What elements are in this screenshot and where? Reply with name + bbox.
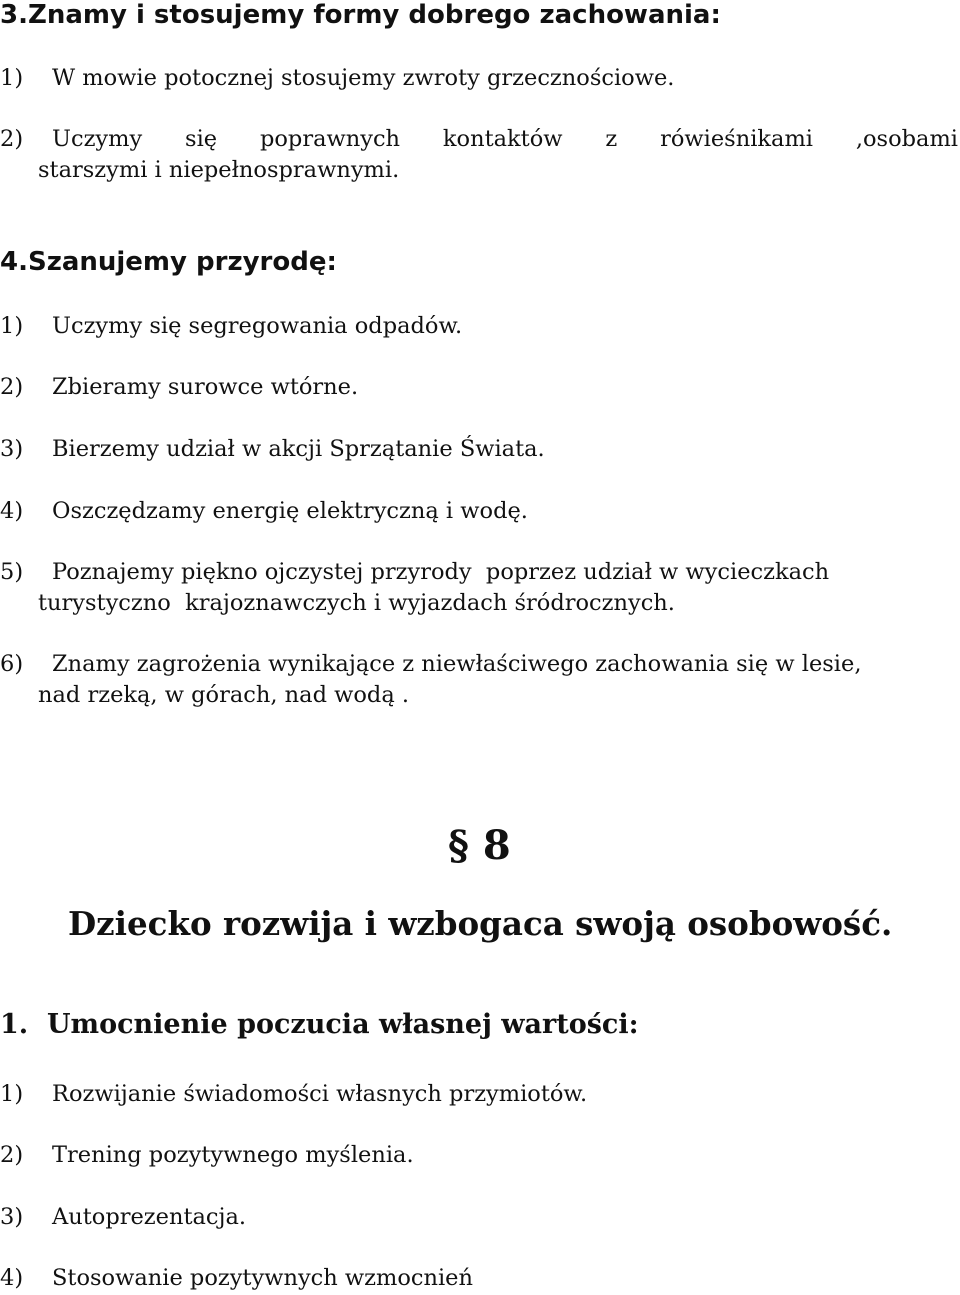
paragraph-title: Dziecko rozwija i wzbogaca swoją osobowość. xyxy=(68,904,893,943)
item-number: 2) xyxy=(0,126,24,152)
item-text: Rozwijanie świadomości własnych przymiotów. xyxy=(52,1081,588,1107)
section-3-heading: 3.Znamy i stosujemy formy dobrego zachowania: xyxy=(0,0,721,30)
item-number: 4) xyxy=(0,498,24,524)
item-number: 3) xyxy=(0,1204,24,1230)
paragraph-mark: § 8 xyxy=(448,822,511,869)
item-text: Uczymy się segregowania odpadów. xyxy=(52,313,463,339)
word: rówieśnikami xyxy=(660,126,813,152)
item-number: 2) xyxy=(0,374,24,400)
item-number: 1) xyxy=(0,313,24,339)
word: Uczymy xyxy=(52,126,143,152)
item-number: 4) xyxy=(0,1265,24,1291)
section-4-item-5 xyxy=(0,557,958,619)
item-text-continuation: turystyczno krajoznawczych i wyjazdach śródrocznych. xyxy=(38,590,675,616)
word: z xyxy=(605,126,618,152)
item-text-justified xyxy=(0,124,958,155)
item-text: Stosowanie pozytywnych wzmocnień xyxy=(52,1265,473,1291)
word: się xyxy=(185,126,218,152)
item-text: Poznajemy piękno ojczystej przyrody poprzez udział w wycieczkach xyxy=(52,559,830,585)
item-text: Trening pozytywnego myślenia. xyxy=(52,1142,414,1168)
section-4-item-4 xyxy=(0,496,958,527)
item-text: Zbieramy surowce wtórne. xyxy=(52,374,359,400)
item-text-continuation: starszymi i niepełnosprawnymi. xyxy=(38,157,400,183)
item-text: Bierzemy udział w akcji Sprzątanie Świata. xyxy=(52,436,545,462)
item-number: 2) xyxy=(0,1142,24,1168)
section-3-item-1 xyxy=(0,63,958,94)
word: kontaktów xyxy=(442,126,563,152)
word: poprawnych xyxy=(259,126,401,152)
section-4-item-6 xyxy=(0,649,958,711)
section-4-item-3 xyxy=(0,434,958,465)
item-number: 6) xyxy=(0,651,24,677)
item-number: 3) xyxy=(0,436,24,462)
item-text-continuation: nad rzeką, w górach, nad wodą . xyxy=(38,682,410,708)
item-number: 5) xyxy=(0,559,24,585)
item-text: Oszczędzamy energię elektryczną i wodę. xyxy=(52,498,528,524)
item-text: W mowie potocznej stosujemy zwroty grzecznościowe. xyxy=(52,65,675,91)
section-4-heading: 4.Szanujemy przyrodę: xyxy=(0,247,337,277)
section-3-item-2 xyxy=(0,124,958,186)
paragraph-8-item-4 xyxy=(0,1263,958,1294)
item-text: Autoprezentacja. xyxy=(52,1204,247,1230)
section-4-item-1 xyxy=(0,311,958,342)
item-number: 1) xyxy=(0,65,24,91)
subsection-heading: 1. Umocnienie poczucia własnej wartości: xyxy=(0,1009,639,1040)
item-number: 1) xyxy=(0,1081,24,1107)
section-4-item-2 xyxy=(0,372,958,403)
paragraph-8-item-2 xyxy=(0,1140,958,1171)
paragraph-8-item-3 xyxy=(0,1202,958,1233)
item-text: Znamy zagrożenia wynikające z niewłaściwego zachowania się w lesie, xyxy=(52,651,862,677)
word: ,osobami xyxy=(855,126,958,152)
paragraph-8-item-1 xyxy=(0,1079,958,1110)
